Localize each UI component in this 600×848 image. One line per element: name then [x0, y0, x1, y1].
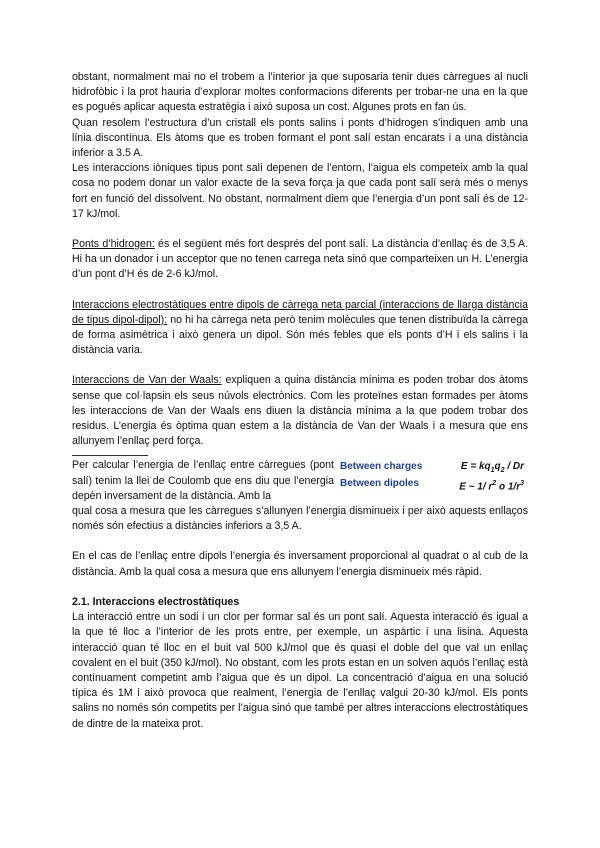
hbond-text: és el següent més fort després del pont salí. La distància d’enllaç és de 3,5 A. Hi ha un donador i un acceptor que no tenen carrega neta sinó que comparteixen un H. L’energia d’un pont d’H és de 2-6 kJ/mol.: [72, 238, 528, 281]
paragraph-dipole: [72, 298, 528, 359]
section-heading: 2.1. Interaccions electrostàtiques: [72, 595, 240, 608]
vdw-title: Interaccions de Van der Waals:: [72, 374, 222, 387]
formula-eq-charges: $E = kq_1q_2 / Dr$: [460, 461, 524, 475]
dipole-text: no hi ha càrrega neta però tenim molècules que tenen distribuïda la càrrega de forma asimètrica i això genera un dipol. Són més febles que els ponts d’H i els salins i la distància varia.: [72, 313, 528, 357]
paragraph-coulomb-cont: qual cosa a mesura que les càrregues s’allunyen l’energia disminueix i per això aquests enllaços només són efectius a distàncies inferiors a 3,5 A.: [72, 505, 528, 533]
paragraph-ionic: Les interaccions iòniques tipus pont salí depenen de l’entorn, l’aigua els competeix amb la qual cosa no podem donar un valor exacte de la seva força ja que cada pont salí serà més o menys fort en funció del dissolvent. No obstant, normalment diem que l’energia d’un pont salí és de 12-17 kJ/mol.: [72, 162, 528, 220]
formula-row-charges: [340, 460, 530, 477]
paragraph-intro: obstant, normalment mai no el trobem a l’interior ja que suposaria tenir dues càrregues al nucli hidrofòbic i la prot hauria d’explorar moltes conformacions diferents per trobar-ne una en la que es pogués aplicar aquesta estratègia i això suposa un cost. Algunes prots en fan ús.: [72, 71, 528, 114]
vdw-text: expliquen a quina distància mínima es poden trobar dos àtoms sense que col·lapsin els seus núvols electrònics. Com les proteïnes estan formades per àtoms les interaccions de Van der Waals ens diuen la distància mínima a la que podem trobar dos residus. L’energia és òptima quan estem a la distància de Van der Waals i a mesura que ens allunyem l’enllaç perd força.: [72, 374, 528, 448]
dipole-title: Interaccions electrostàtiques entre dipols de càrrega neta parcial (interaccions de llarga distància de tipus dipol-dipol):: [72, 298, 528, 326]
coulomb-block: [72, 458, 528, 504]
paragraph-crystal: Quan resolem l’estructura d’un cristall els ponts salins i ponts d’hidrogen s’indiquen amb una línia discontínua. Els àtoms que es troben formant el pont salí estan encarats i a una distància inferior a 3.5 A.: [72, 116, 528, 160]
formula-image: [340, 460, 530, 493]
paragraph-dipole-energy: En el cas de l’enllaç entre dipols l’energia és inversament proporcional al quadrat o al cub de la distància. Amb la qual cosa a mesura que ens allunyem l’energia disminueix més ràpid.: [72, 550, 528, 578]
paragraph-hbond: [72, 237, 528, 283]
hbond-title: Ponts d’hidrogen:: [72, 238, 155, 251]
paragraph-coulomb: Per calcular l’energia de l’enllaç entre càrregues (pont salí) tenim la llei de Coulomb que ens diu que l’energia depèn inversament de la distància. Amb la: [72, 459, 334, 502]
paragraph-vdw: [72, 373, 528, 449]
paragraph-section: La interacció entre un sodi i un clor per formar sal és un pont salí. Aquesta interacció és igual a la que té lloc a l’interior de les prots entre, per exemple, un aspàrtic i una lisina. Aquesta interacció quan té lloc en el buit val 500 kJ/mol que és quasi el doble del que val un enllaç covalent en el buit (350 kJ/mol). No obstant, com les prots estan en un solven aquós l’enllaç està contínuament competint amb l’aigua que és un dipol. La concentració d’aigua en una solució típica és 1M i això provoca que realment, l’energia de l’enllaç valgui 20-30 kJ/mol. Els ponts salins no només són competits per l’aigua sinó que també per altres interaccions electrostàtiques de dintre de la mateixa prot.: [72, 611, 528, 730]
formula-row-dipoles: [340, 477, 530, 493]
formula-label-charges: Between charges: [340, 461, 423, 473]
document-body: [72, 70, 528, 732]
formula-label-dipoles: Between dipoles: [340, 478, 419, 490]
formula-eq-dipoles: E ~ 1/ $r^2$ o $1/r^3$: [459, 480, 524, 493]
section-divider: [72, 455, 148, 456]
